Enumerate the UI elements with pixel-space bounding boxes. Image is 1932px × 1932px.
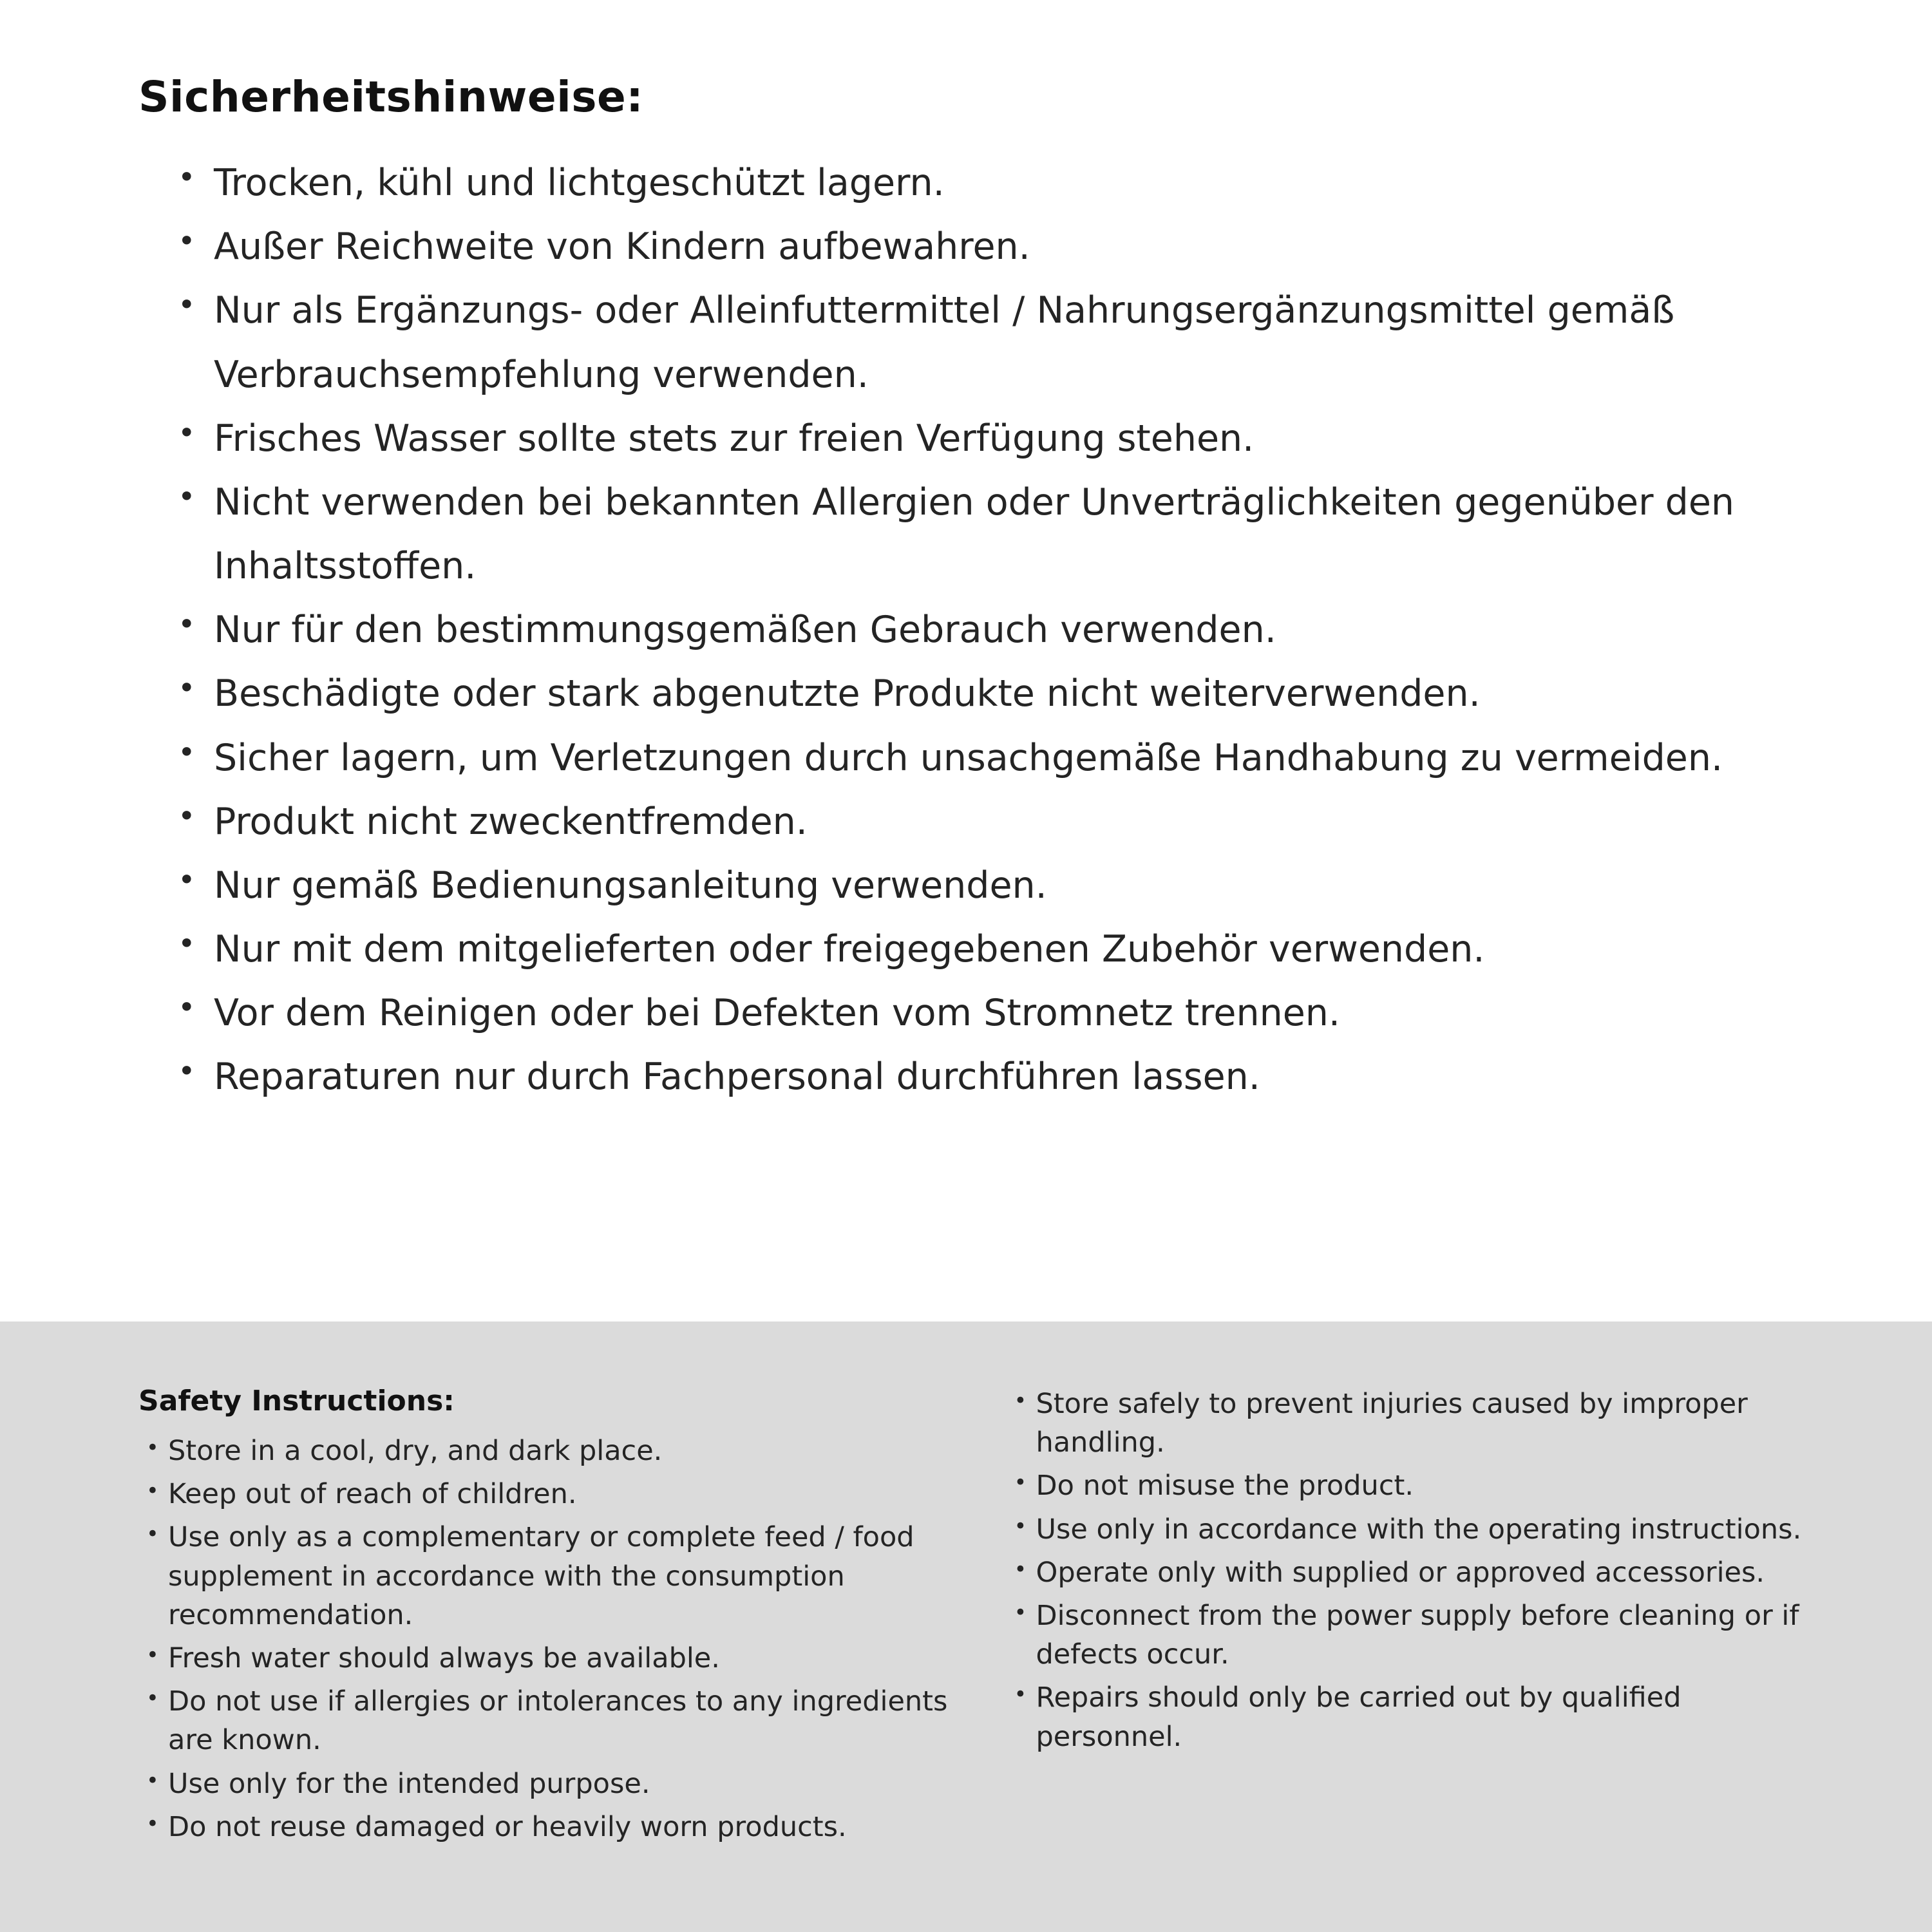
list-item: • Nur für den bestimmungsgemäßen Gebrauch verwenden. xyxy=(174,598,1810,662)
list-item: • Sicher lagern, um Verletzungen durch unsachgemäße Handhabung zu vermeiden. xyxy=(174,726,1810,790)
list-item: • Nur mit dem mitgelieferten oder freigegebenen Zubehör verwenden. xyxy=(174,918,1810,981)
list-item: • Produkt nicht zweckentfremden. xyxy=(174,790,1810,854)
list-item: • Nur gemäß Bedienungsanleitung verwenden. xyxy=(174,854,1810,918)
list-item: • Frisches Wasser sollte stets zur freien Verfügung stehen. xyxy=(174,407,1810,471)
list-item: • Nur als Ergänzungs- oder Alleinfuttermittel / Nahrungsergänzungsmittel gemäß Verbrauchsempfehlung verwenden. xyxy=(174,279,1810,406)
list-item: • Repairs should only be carried out by qualified personnel. xyxy=(1007,1678,1817,1756)
list-item: • Keep out of reach of children. xyxy=(138,1475,949,1513)
list-item: • Beschädigte oder stark abgenutzte Produkte nicht weiterverwenden. xyxy=(174,662,1810,726)
list-item: • Nicht verwenden bei bekannten Allergien oder Unverträglichkeiten gegenüber den Inhaltsstoffen. xyxy=(174,471,1810,598)
list-item: • Use only for the intended purpose. xyxy=(138,1765,949,1803)
list-item: • Store safely to prevent injuries caused by improper handling. xyxy=(1007,1385,1817,1462)
list-item: • Operate only with supplied or approved accessories. xyxy=(1007,1553,1817,1592)
english-left-column xyxy=(138,1385,949,1932)
english-instruction-list-right xyxy=(1007,1385,1817,1756)
list-item: • Fresh water should always be available. xyxy=(138,1639,949,1678)
german-instruction-list xyxy=(174,151,1810,1110)
german-heading: Sicherheitshinweise: xyxy=(138,72,644,122)
list-item: • Do not reuse damaged or heavily worn products. xyxy=(138,1808,949,1846)
list-item: • Store in a cool, dry, and dark place. xyxy=(138,1432,949,1470)
list-item: • Disconnect from the power supply before cleaning or if defects occur. xyxy=(1007,1596,1817,1674)
list-item: • Außer Reichweite von Kindern aufbewahren. xyxy=(174,215,1810,279)
list-item: • Vor dem Reinigen oder bei Defekten vom Stromnetz trennen. xyxy=(174,981,1810,1045)
english-section xyxy=(0,1321,1932,1932)
list-item: • Trocken, kühl und lichtgeschützt lagern. xyxy=(174,151,1810,215)
list-item: • Use only in accordance with the operating instructions. xyxy=(1007,1510,1817,1549)
list-item: • Do not misuse the product. xyxy=(1007,1466,1817,1505)
english-instruction-list-left xyxy=(138,1432,949,1846)
english-right-column xyxy=(1007,1385,1817,1932)
list-item: • Use only as a complementary or complete feed / food supplement in accordance with the consumption recommendation. xyxy=(138,1518,949,1634)
english-heading: Safety Instructions: xyxy=(138,1385,455,1417)
list-item: • Reparaturen nur durch Fachpersonal durchführen lassen. xyxy=(174,1045,1810,1109)
list-item: • Do not use if allergies or intolerances to any ingredients are known. xyxy=(138,1682,949,1759)
